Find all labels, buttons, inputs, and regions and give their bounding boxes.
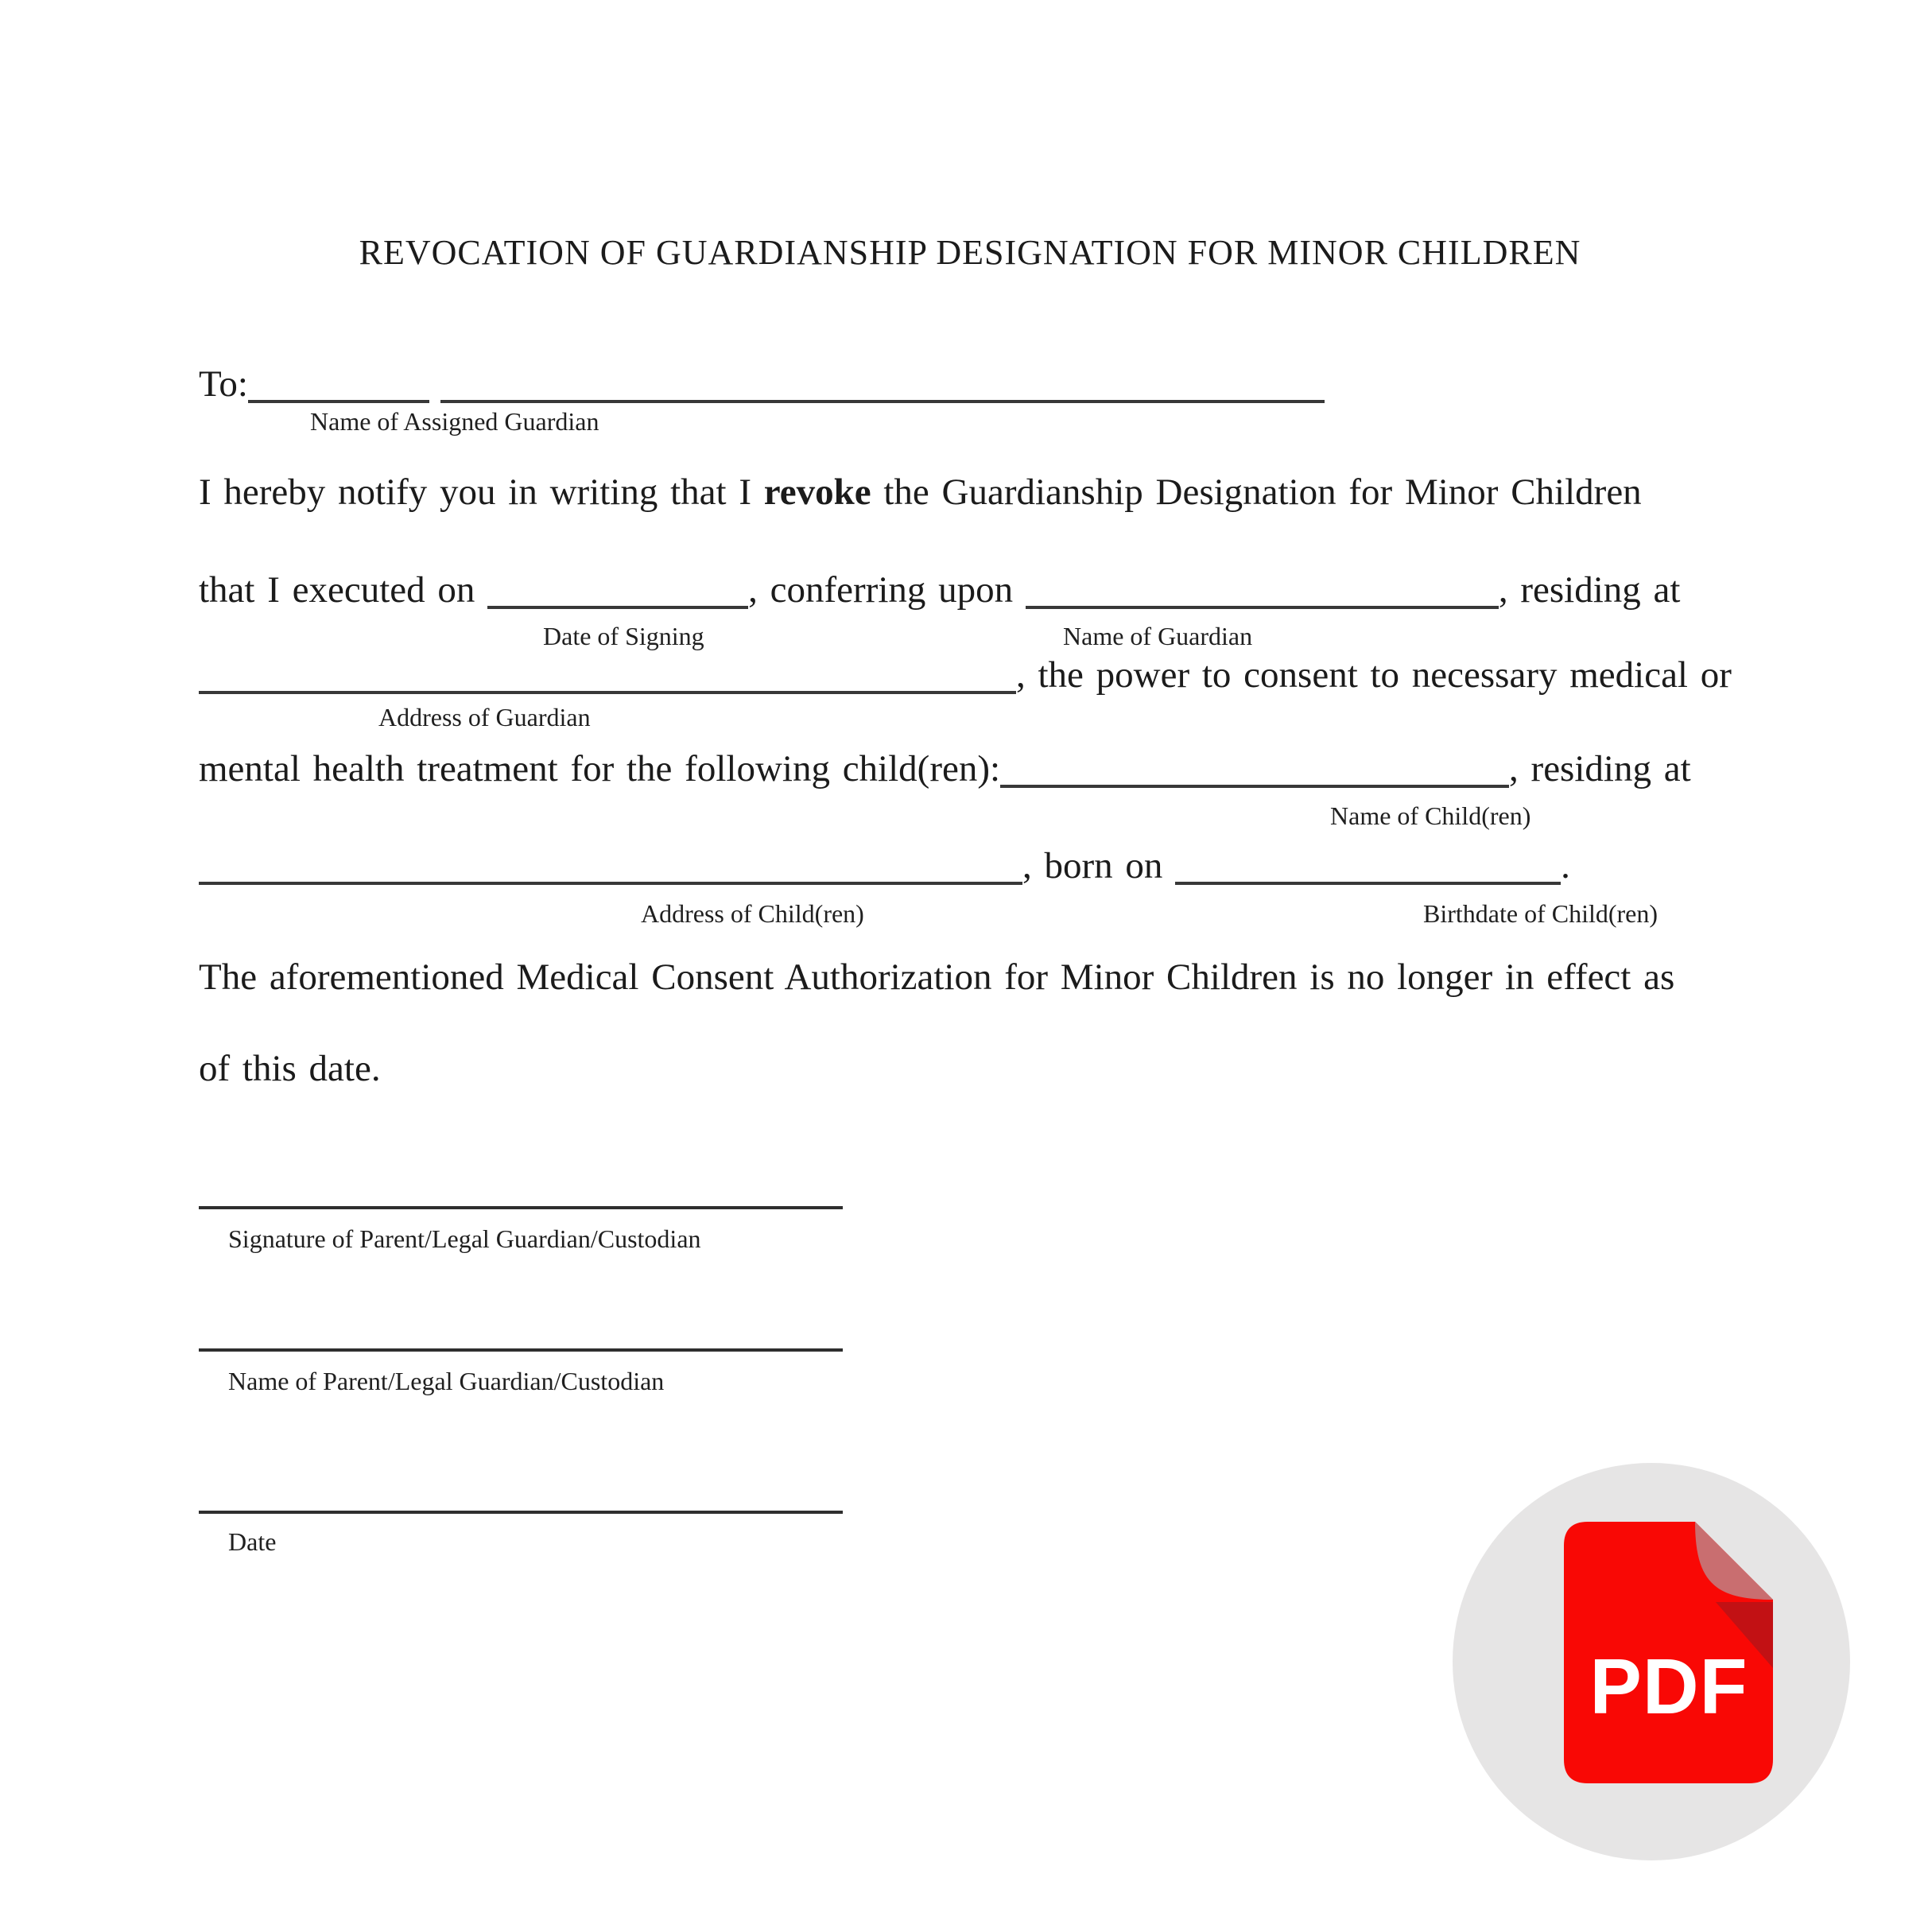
power-post: , the power to consent to necessary medical or — [1016, 654, 1732, 696]
name-line — [199, 1348, 843, 1352]
born-mid: , born on — [1022, 845, 1176, 886]
label-address-of-guardian: Address of Guardian — [378, 703, 591, 731]
pdf-badge-label: PDF — [1589, 1643, 1748, 1730]
name-of-children-blank — [1000, 778, 1509, 788]
born-line — [199, 844, 1743, 887]
label-name-of-guardian: Name of Guardian — [1063, 622, 1253, 650]
mental-health-line — [199, 747, 1743, 790]
executed-mid: , conferring upon — [748, 569, 1026, 611]
label-date-of-signing: Date of Signing — [543, 622, 704, 650]
birthdate-of-children-blank — [1175, 875, 1561, 885]
closing-paragraph-line2: of this date. — [199, 1048, 381, 1089]
document-title: REVOCATION OF GUARDIANSHIP DESIGNATION FOR MINOR CHILDREN — [359, 233, 1581, 272]
label-address-of-children: Address of Child(ren) — [641, 899, 864, 928]
address-of-children-blank — [199, 875, 1022, 885]
pdf-file-badge — [1453, 1463, 1850, 1860]
mental-pre: mental health treatment for the following child(ren): — [199, 748, 1001, 789]
intro-pre: I hereby notify you in writing that I — [199, 471, 764, 513]
label-name-of-children: Name of Child(ren) — [1330, 801, 1531, 830]
signature-line — [199, 1206, 843, 1209]
to-line — [199, 363, 1743, 405]
address-of-guardian-blank — [199, 685, 1016, 694]
closing-paragraph-line1: The aforementioned Medical Consent Authorization for Minor Children is no longer in effect as — [199, 956, 1675, 998]
assigned-guardian-name-blank — [440, 394, 1325, 403]
executed-post: , residing at — [1498, 569, 1681, 611]
label-name-of-assigned-guardian: Name of Assigned Guardian — [310, 407, 599, 436]
label-signature-of-parent: Signature of Parent/Legal Guardian/Custodian — [228, 1224, 701, 1253]
to-label: To: — [199, 363, 248, 405]
executed-line — [199, 568, 1743, 611]
born-post: . — [1561, 845, 1570, 886]
executed-pre: that I executed on — [199, 569, 488, 611]
date-of-signing-blank — [487, 599, 748, 609]
to-short-blank — [248, 394, 429, 403]
mental-post: , residing at — [1509, 748, 1691, 789]
pdf-icon — [1453, 1463, 1850, 1860]
intro-revoke-word: revoke — [763, 471, 871, 513]
power-line — [199, 654, 1743, 696]
label-date: Date — [228, 1527, 277, 1556]
intro-paragraph — [199, 471, 1743, 514]
label-name-of-parent: Name of Parent/Legal Guardian/Custodian — [228, 1367, 665, 1395]
name-of-guardian-blank — [1026, 599, 1499, 609]
date-line — [199, 1511, 843, 1514]
label-birthdate-of-children: Birthdate of Child(ren) — [1423, 899, 1658, 928]
intro-post: the Guardianship Designation for Minor Children — [871, 471, 1642, 513]
